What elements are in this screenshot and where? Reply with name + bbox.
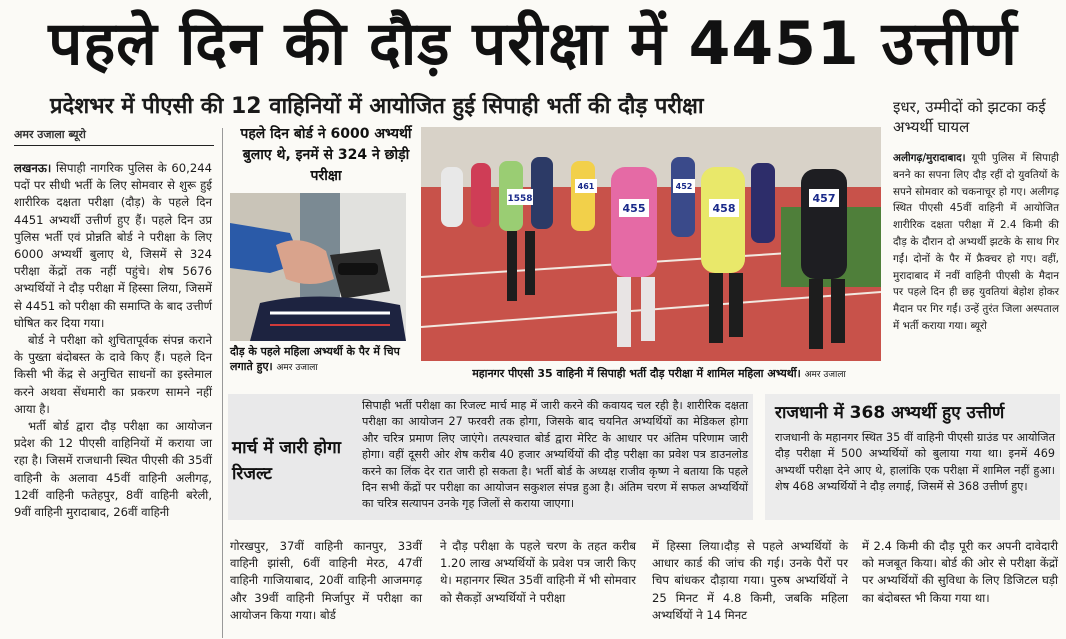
side-story-credit: ब्यूरो [970,319,987,332]
runner-bib-5: 457 [812,192,836,205]
runner-bib-2: 455 [622,202,646,215]
side-story-paragraph: अलीगढ़/मुरादाबाद। यूपी पुलिस में सिपाही बनने का सपना लिए दौड़ रहीं दो युवतियों के सपने सोमवार को चकनाचूर हो गए। अलीगढ़ स्थित पीएसी 45वीं वाहिनी में आयोजित शारीरिक दक्षता परीक्षा में 2.4 किमी की दौड़ के दौरान दो अभ्यर्थी झटके के साथ गिर गईं। दोनों के पैर में फ्रैक्चर हो गए। वहीं, मुरादाबाद में नवीं वाहिनी पीएसी के मैदान पर पहले दिन ही छह युवतियां बेहोश होकर मैदान पर गिर गईं। उन्हें तुरंत जिला अस्पताल में भर्ती कराया गया। ब्यूरो [893,152,1059,332]
photo-runners [421,127,881,361]
bottom-column-3: में हिस्सा लिया।दौड़ से पहले अभ्यर्थियों के आधार कार्ड की जांच की गई। उनके पैरों पर चिप बांधकर दौड़ाया गया। पुरुष अभ्यर्थियों ने 25 मिनट में 4.8 किमी, जबकि महिला अभ्यर्थियों ने 14 मिनट [652,539,848,622]
result-box-text: सिपाही भर्ती परीक्षा का रिजल्ट मार्च माह में जारी करने की कवायद चल रही है। शारीरिक दक्षता परीक्षा का आयोजन 27 फरवरी तक होगा, जिसके बाद चयनित अभ्यर्थियों का मेडिकल होगा और चरित्र प्रमाण लिए जाएंगे। तत्पश्चात बोर्ड द्वारा मेरिट के आधार पर अंतिम परिणाम जारी होगा। वहीं दूसरी ओर शेष करीब 40 हजार अभ्यर्थियों की दौड़ परीक्षा का प्रवेश पत्र डाउनलोड करने का लिंक देर रात जारी हो सकता है। भर्ती बोर्ड के अध्यक्ष राजीव कृष्ण ने बताया कि पहले दिन सभी केंद्रों पर परीक्षा का आयोजन सकुशल संपन्न हुआ है। अंतिम चरण में सफल अभ्यर्थियों का चरित्र सत्यापन उनके गृह जिलों से कराया जाएगा। [244,398,748,522]
bottom-column-1: गोरखपुर, 37वीं वाहिनी कानपुर, 33वीं वाहिनी झांसी, 6वीं वाहिनी मेरठ, 47वीं वाहिनी गाजियाबाद, 20वीं वाहिनी आजमगढ़ और 39वीं वाहिनी मिर्जापुर में परीक्षा का आयोजन किया गया। बोर्ड [230,539,422,622]
side-story-dateline: अलीगढ़/मुरादाबाद। [893,152,966,164]
capital-box-text: राजधानी के महानगर स्थित 35 वीं वाहिनी पीएसी ग्राउंड पर आयोजित दौड़ परीक्षा में 500 अभ्यर्थियों को बुलाया गया था। इनमें 469 अभ्यर्थी परीक्षा देने आए थे, हालांकि एक परीक्षा में शामिल नहीं हुआ। शेष 468 अभ्यर्थियों ने दौड़ लगाई, जिसमें से 368 उत्तीर्ण हुए। [775,431,1055,494]
photo-b-caption: महानगर पीएसी 35 वाहिनी में सिपाही भर्ती दौड़ परीक्षा में शामिल महिला अभ्यर्थी। अमर उजाला [472,367,846,380]
capital-box-title: राजधानी में 368 अभ्यर्थी हुए उत्तीर्ण [775,403,1005,423]
runner-bib-3: 458 [712,202,736,215]
sub-headline: प्रदेशभर में पीएसी की 12 वाहिनियों में आयोजित हुई सिपाही भर्ती की दौड़ परीक्षा [50,94,704,119]
photo-ankle-chip-image [230,193,406,341]
photo-note-heading: पहले दिन बोर्ड ने 6000 अभ्यर्थी बुलाए थे, इनमें से 324 ने छोड़ी परीक्षा [240,126,412,184]
left-paragraph-2: बोर्ड ने परीक्षा को शुचितापूर्वक संपन्न कराने के पुख्ता बंदोबस्त के दावे किए हैं। पहले दिन किसी भी केंद्र से अनुचित साधनों का इस्तेमाल करने अथवा सेंधमारी का प्रकरण सामने नहीं आया है। [14,333,212,416]
column-separator [222,128,223,638]
byline: अमर उजाला ब्यूरो [14,128,86,141]
bottom-column-2: ने दौड़ परीक्षा के पहले चरण के तहत करीब 1.20 लाख अभ्यर्थियों के प्रवेश पत्र जारी किए थे। महानगर स्थित 35वीं वाहिनी में भी सोमवार को सैकड़ों अभ्यर्थियों ने परीक्षा [440,539,636,605]
runner-bib-4: 452 [675,182,693,191]
page-headline: पहले दिन की दौड़ परीक्षा में 4451 उत्तीर्ण [48,9,1018,79]
left-paragraph-3: भर्ती बोर्ड द्वारा दौड़ परीक्षा का आयोजन प्रदेश की 12 पीएसी वाहिनियों में कराया जा रहा है। जिसमें राजधानी स्थित पीएसी की 35वीं वाहिनी के अलावा 45वीं वाहिनी अलीगढ़, 12वीं वाहिनी फतेहपुर, 8वीं वाहिनी बरेली, 9वीं वाहिनी मुरादाबाद, 26वीं वाहिनी [14,419,212,520]
byline-rule [14,145,214,146]
runner-bib-1: 1558 [507,194,533,204]
side-story-body [893,150,1059,335]
left-paragraph-1: लखनऊ। सिपाही नागरिक पुलिस के 60,244 पदों पर सीधी भर्ती के लिए सोमवार से शुरू हुई शारीरिक दक्षता परीक्षा (दौड़) के पहले दिन 4451 अभ्यर्थी उत्तीर्ण हुए हैं। पहले दिन उप्र पुलिस भर्ती एवं प्रोन्नति बोर्ड ने परीक्षा के लिए 6000 अभ्यर्थी बुलाए थे, जिसमें से 324 परीक्षा केंद्रों तक नहीं पहुंचे। शेष 5676 अभ्यर्थियों ने दौड़ परीक्षा में हिस्सा लिया, जिसमें से 4451 को परीक्षा की समाप्ति के बाद उत्तीर्ण घोषित कर दिया गया। [14,161,212,330]
left-column-text [14,160,212,521]
photo-a-credit: अमर उजाला [276,363,318,373]
runner-bib-6: 461 [577,182,595,191]
bottom-column-4: में 2.4 किमी की दौड़ पूरी कर अपनी दावेदारी को मजबूत किया। बोर्ड की ओर से परीक्षा केंद्रों पर अभ्यर्थियों की सुविधा के लिए डिजिटल घड़ी का बंदोबस्त भी किया गया था। [862,539,1058,605]
photo-b-credit: अमर उजाला [804,370,846,380]
result-box-title: मार्च में जारी होगा रिजल्ट [232,438,342,484]
photo-ankle-chip [230,193,406,341]
side-story-heading: इधर, उम्मीदों को झटका कई अभ्यर्थी घायल [893,98,1046,136]
photo-runners-image [421,127,881,361]
photo-a-caption: दौड़ के पहले महिला अभ्यर्थी के पैर में चिप लगाते हुए। अमर उजाला [230,345,400,373]
dateline: लखनऊ। [14,161,52,175]
